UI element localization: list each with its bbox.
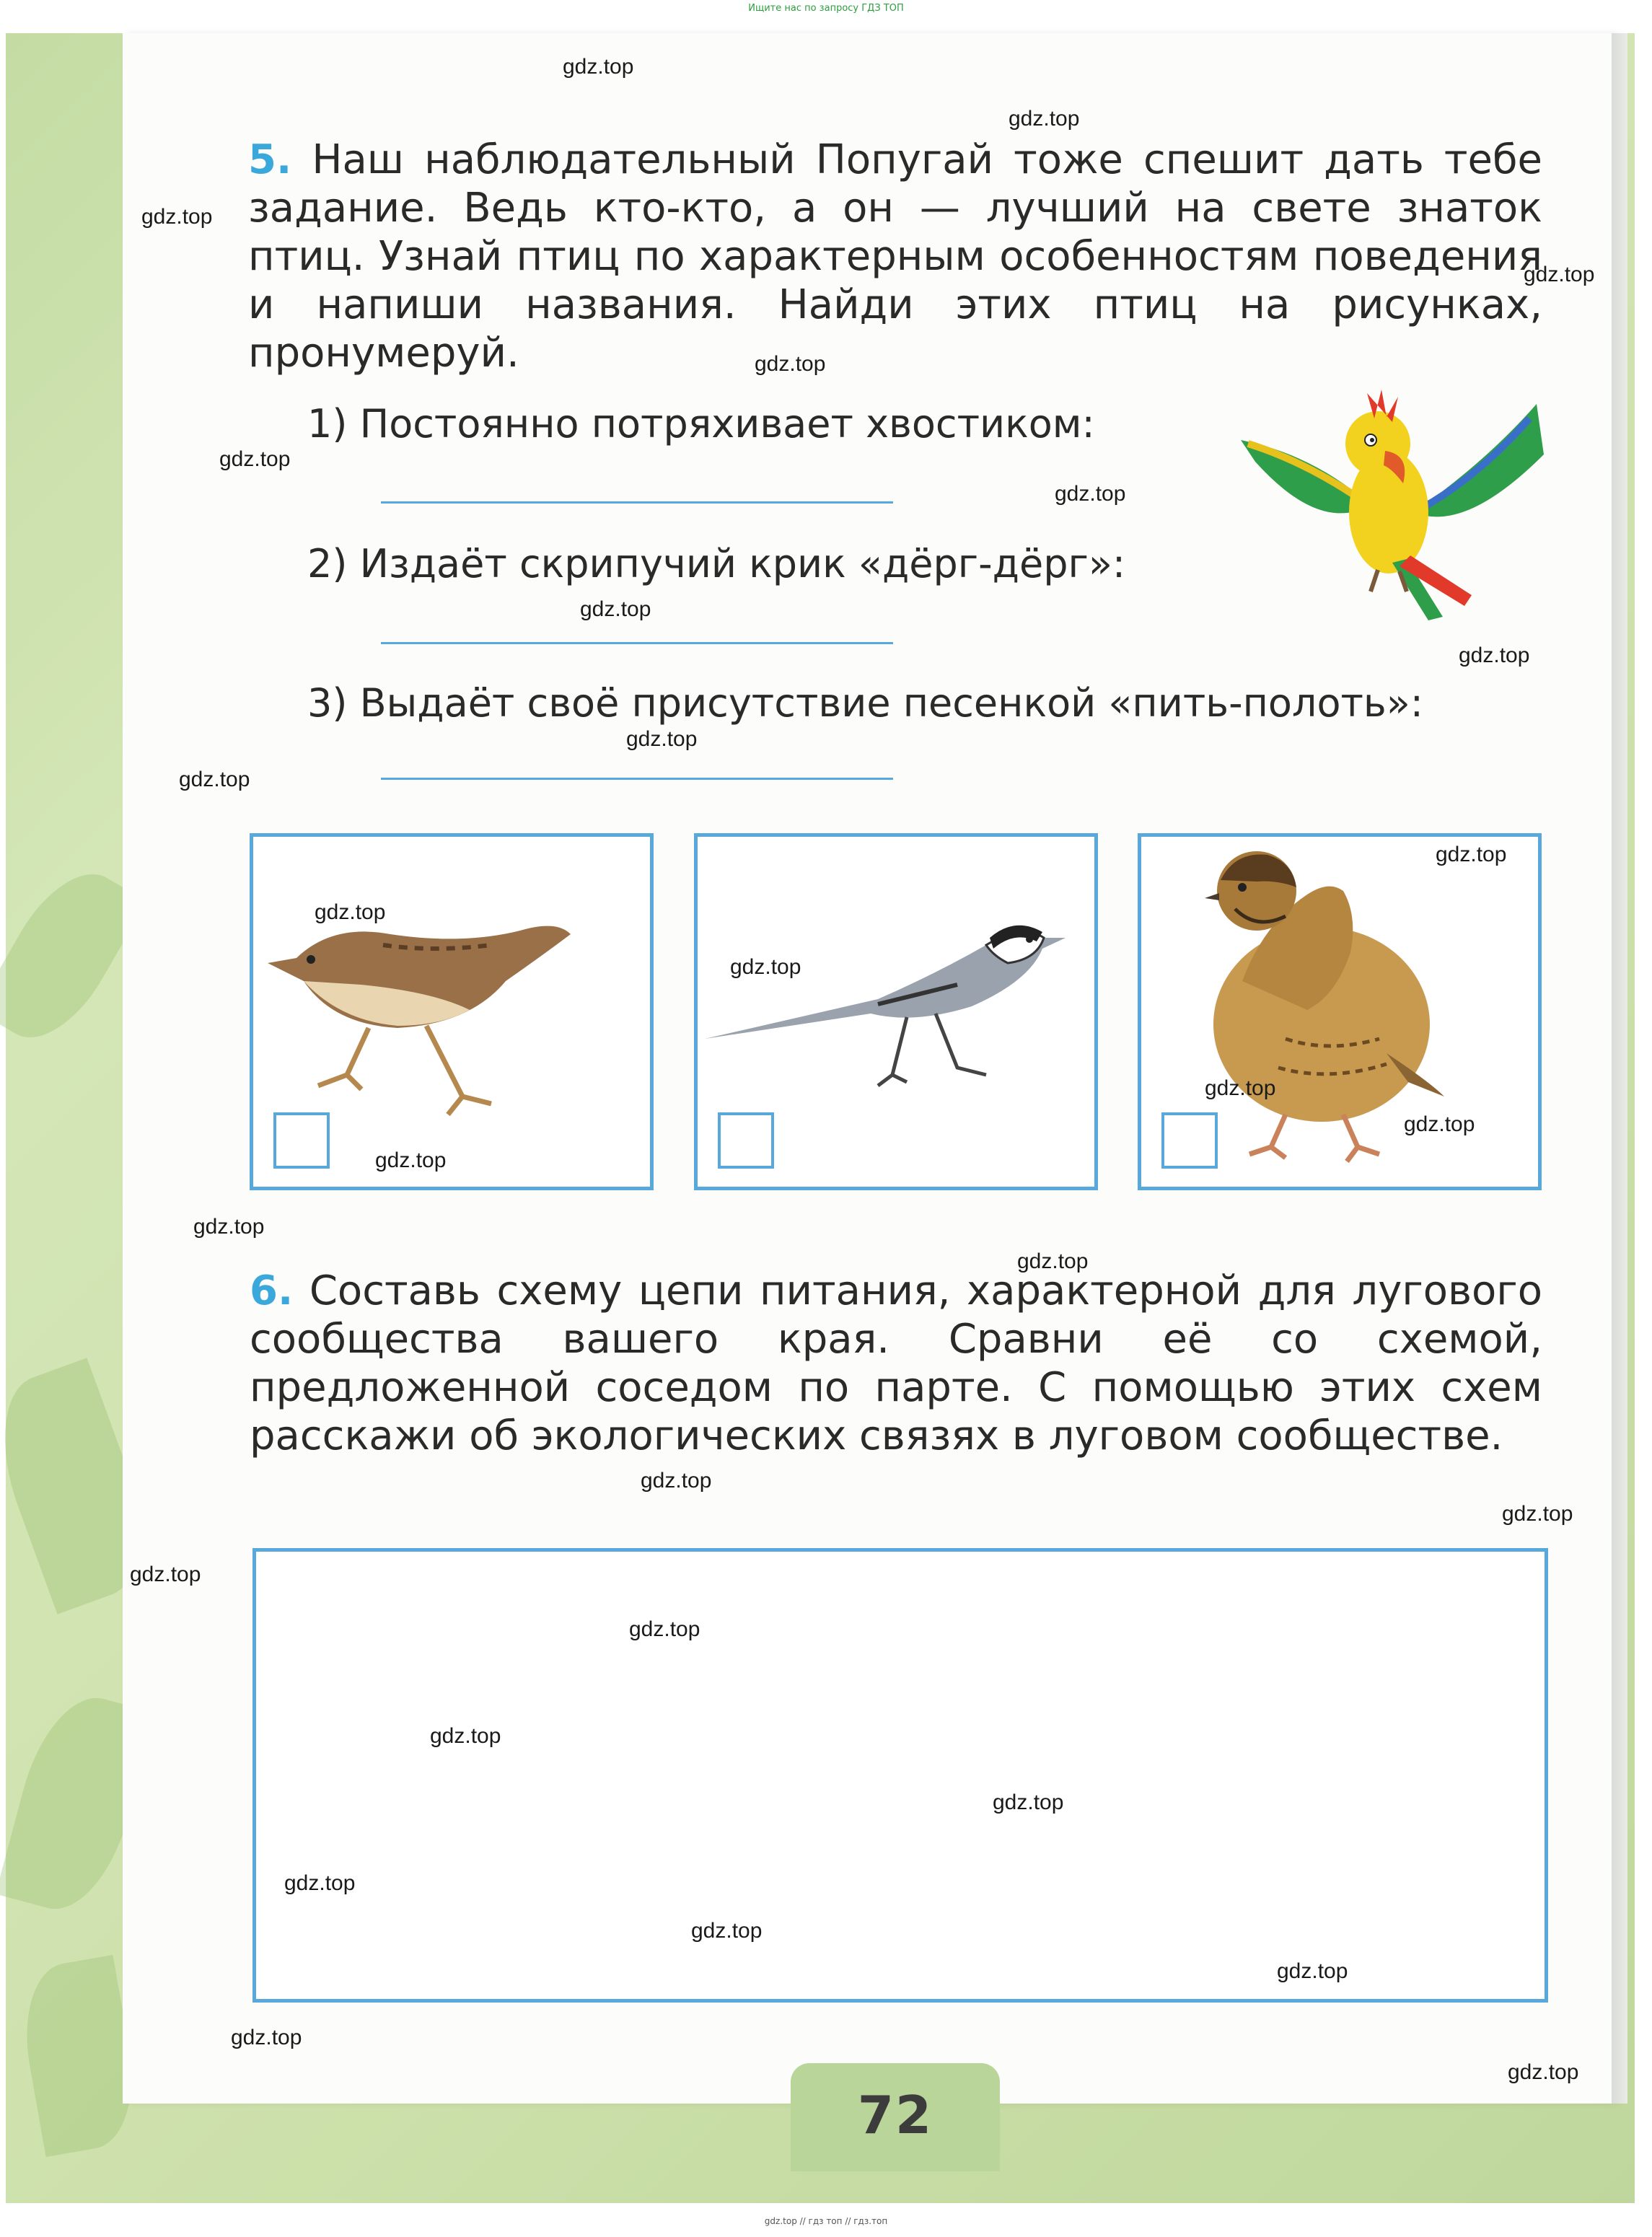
watermark: gdz.top [993,1790,1064,1814]
watermark: gdz.top [1017,1249,1089,1273]
watermark: gdz.top [130,1563,201,1586]
watermark: gdz.top [755,352,826,376]
watermark: gdz.top [1277,1959,1348,1983]
watermark: gdz.top [1436,843,1507,866]
task-5-text [248,136,1542,377]
watermark: gdz.top [219,447,291,471]
answer-line-2[interactable] [381,642,893,644]
watermark: gdz.top [430,1724,501,1748]
bird-frame-1 [250,833,654,1190]
task-5-number: 5. [248,136,292,183]
watermark: gdz.top [563,55,634,79]
header-note: Ищите нас по запросу ГДЗ ТОП [748,3,904,14]
bird-frame-3 [1138,833,1542,1190]
watermark: gdz.top [141,205,213,229]
number-box-1[interactable] [273,1112,330,1169]
footer-note: gdz.top // гдз топ // гдз.топ [764,2216,888,2226]
page-edge [1612,33,1627,2104]
page-number: 72 [857,2085,933,2145]
watermark: gdz.top [1009,107,1080,131]
watermark: gdz.top [641,1469,712,1493]
watermark: gdz.top [629,1617,700,1641]
answer-line-3[interactable] [381,778,893,780]
watermark: gdz.top [1055,482,1126,506]
watermark: gdz.top [580,597,651,621]
question-2: 2) Издаёт скрипучий крик «дёрг-дёрг»: [307,541,1126,586]
task-5-body: Наш наблюдательный Попугай тоже спешит дать тебе задание. Ведь кто-кто, а он — лучший на свете знаток птиц. Узнай птиц по характерным особенностям поведения и напиши названия. Найди этих птиц на рисунках, пронумеруй. [248,136,1542,377]
number-box-2[interactable] [718,1112,774,1169]
watermark: gdz.top [691,1919,763,1943]
task-6-text [250,1267,1542,1460]
food-chain-answer-box[interactable] [252,1548,1548,2003]
bird-frame-2 [694,833,1098,1190]
watermark: gdz.top [1508,2060,1579,2084]
watermark: gdz.top [315,900,386,924]
watermark: gdz.top [179,768,250,791]
watermark: gdz.top [193,1215,265,1239]
watermark: gdz.top [284,1871,356,1895]
answer-line-1[interactable] [381,501,893,504]
watermark: gdz.top [1459,643,1530,667]
watermark: gdz.top [1502,1502,1573,1526]
task-6-number: 6. [250,1267,294,1314]
parrot-illustration [1226,375,1551,635]
watermark: gdz.top [1205,1076,1276,1100]
watermark: gdz.top [1404,1112,1475,1136]
number-box-3[interactable] [1161,1112,1218,1169]
watermark: gdz.top [626,727,698,751]
watermark: gdz.top [375,1148,447,1172]
watermark: gdz.top [231,2026,302,2049]
watermark: gdz.top [1524,263,1595,286]
question-1: 1) Постоянно потряхивает хвостиком: [307,401,1095,447]
question-3: 3) Выдаёт своё присутствие песенкой «пить-полоть»: [307,680,1423,726]
task-6-body: Составь схему цепи питания, характерной для лугового сообщества вашего края. Сравни её со схемой, предложенной соседом по парте. С помощью этих схем расскажи об экологических связях в луговом сообществе. [250,1267,1542,1459]
watermark: gdz.top [730,955,801,979]
